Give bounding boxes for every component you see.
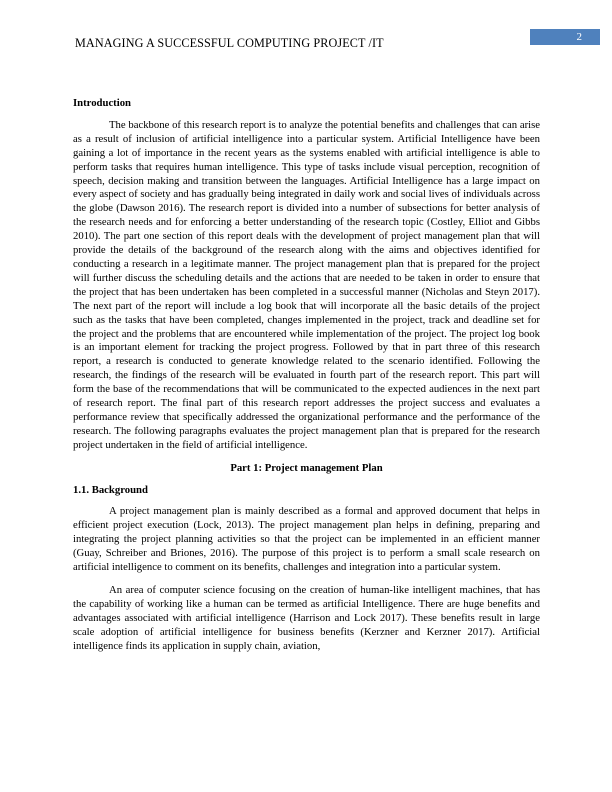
page-number: 2 [530,29,600,45]
background-paragraph-2: An area of computer science focusing on the creation of human-like intelligent machines, that has the capability of working like a human can be termed as artificial Intelligence. There are huge benefits and advantages associated with artificial intelligence (Harrison and Lock 2017). These benefits result in large scale adoption of artificial intelligence for business benefits (Kerzner and Kerzner 2017). Artificial intelligence finds its application in supply chain, aviation, [73,584,540,652]
introduction-heading: Introduction [73,97,132,109]
running-head: MANAGING A SUCCESSFUL COMPUTING PROJECT /IT [75,36,384,50]
background-paragraph-1: A project management plan is mainly described as a formal and approved document that helps in efficient project execution (Lock, 2013). The project management plan helps in defining, preparing and integrating the project planning activities so that the project can be implemented in an efficient manner (Guay, Schreiber and Briones, 2016). The purpose of this project is to perform a small scale research on artificial intelligence to comment on its benefits, challenges and integration into a particular system. [73,505,540,574]
background-heading: 1.1. Background [73,483,148,496]
part1-heading: Part 1: Project management Plan [230,461,383,474]
introduction-paragraph: The backbone of this research report is to analyze the potential benefits and challenges that can arise as a result of inclusion of artificial intelligence into a particular system. Artificial Intelligence have been gaining a lot of importance in the recent years as the systems enabled with artificial intelligence is able to perform tasks that requires human intelligence. This type of tasks include visual perception, recognition of speech, decision making and transition between the languages. Artificial Intelligence has a large impact on every aspect of society and has gradually being integrated in daily work and social lives of individuals across the globe (Dawson 2016). The research report is divided into a number of subsections for better analysis of the research needs and for enforcing a better understanding of the research topic (Costley, Elliot and Gibbs 2010). The part one section of this report deals with the development of project management plan that will provide the details of the background of the research along with the aims and objectives identified for conducting a research in a legitimate manner. The project management plan that is prepared for the project will further discuss the scheduling details and the actions that are needed to be taken in order to ensure that the project that has been undertaken has been completed in a successful manner (Nicholas and Steyn 2017). The next part of the report will include a log book that will incorporate all the basic details of the project such as the tasks that have been completed, changes implemented in the project, track and deadline set for the project and the problems that are encountered while implementation of the project. The project log book is an important element for tracking the project progress. Followed by that in part three of this research report, a research is conducted to generate knowledge related to the scenario identified. Following the research, the findings of the research will be evaluated in fourth part of the research report. This part will form the base of the recommendations that will be communicated to the expected audiences in the next part of research report. The final part of this research report addresses the project success and evaluates a performance review that specifically addressed the organizational performance and the performance of the research. The following paragraphs evaluates the project management plan that is prepared for the research project undertaken in the field of artificial intelligence. [73,118,540,451]
document-body [73,97,540,663]
